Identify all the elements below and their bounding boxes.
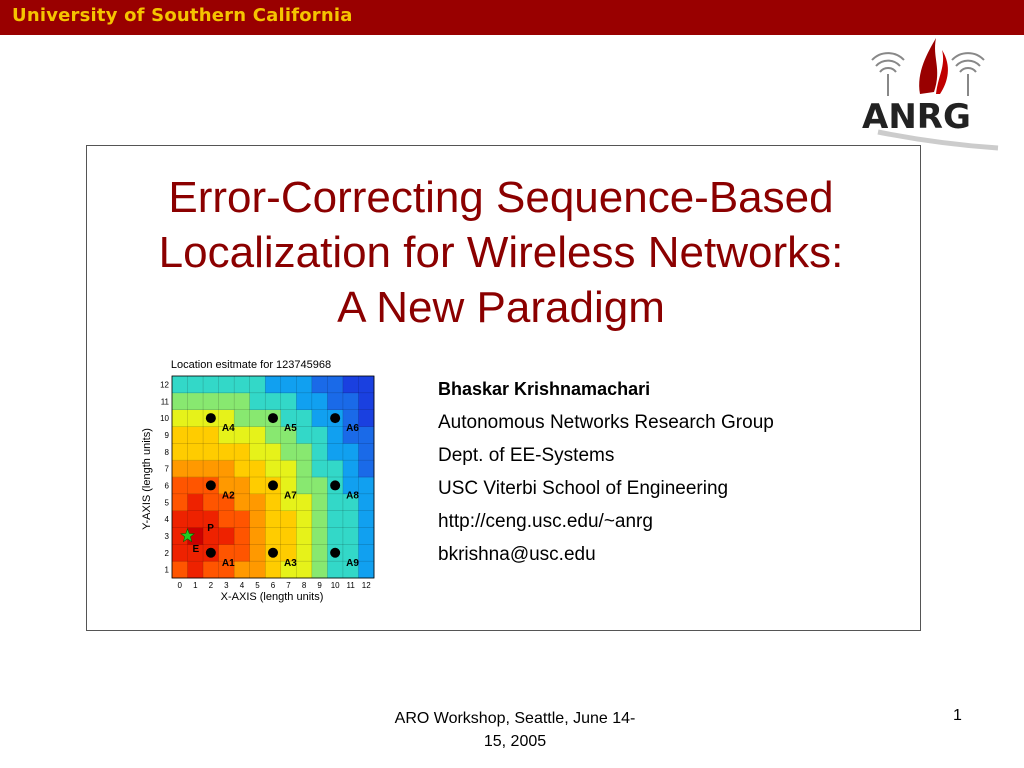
anchor-dot [206,413,216,423]
heatmap-cell [327,494,343,511]
heatmap-cell [203,460,219,477]
anchor-dot [206,480,216,490]
flame-icon [919,38,937,94]
heatmap-cell [358,561,374,578]
heatmap-cell [358,544,374,561]
heatmap-cell [219,443,235,460]
heatmap-cell [358,443,374,460]
heatmap-cell [250,376,266,393]
heatmap-cell [296,544,312,561]
heatmap-cell [358,511,374,528]
heatmap-cell [265,427,281,444]
heatmap-cell [188,561,204,578]
heatmap-cell [234,393,250,410]
heatmap-cell [296,511,312,528]
heatmap-cell [358,376,374,393]
heatmap-cell [343,393,359,410]
x-tick-label: 6 [270,581,276,590]
heatmap-cell [327,427,343,444]
heatmap-cell [219,528,235,545]
heatmap-cell [219,376,235,393]
heatmap-cell [234,376,250,393]
x-tick-label: 8 [301,581,307,590]
x-axis-ticks [178,581,372,590]
heatmap-cell [312,544,328,561]
logo-text: ANRG [862,97,971,137]
footer-line-2: 15, 2005 [483,733,547,750]
x-axis-label: X-AXIS (length units) [220,591,324,603]
anchor-label: A1 [221,557,235,569]
heatmap-cell [188,427,204,444]
heatmap-cell [188,410,204,427]
heatmap-cell [296,460,312,477]
heatmap-cell [203,494,219,511]
x-tick-label: 5 [255,581,260,590]
heatmap-cell [343,376,359,393]
y-tick-label: 7 [164,464,169,474]
y-tick-label: 4 [164,515,169,525]
school: USC Viterbi School of Engineering [438,478,729,499]
heatmap-cell [250,494,266,511]
x-tick-label: 9 [317,581,322,590]
heatmap-cell [172,410,188,427]
heatmap-cell [265,443,281,460]
heatmap-cell [265,528,281,545]
anchor-dot [268,413,278,423]
heatmap-cell [172,443,188,460]
y-tick-label: 3 [164,531,169,541]
anchor-dot [268,480,278,490]
anchor-label: A3 [284,557,297,569]
heatmap-cell [358,477,374,494]
heatmap-cell [234,410,250,427]
heatmap-cell [296,443,312,460]
y-tick-label: 5 [164,498,169,508]
heatmap-cell [312,460,328,477]
heatmap-cell [250,443,266,460]
heatmap-cell [281,511,297,528]
heatmap-cell [281,460,297,477]
heatmap-cell [327,511,343,528]
anchor-dot [330,548,340,558]
y-axis-ticks [160,380,169,574]
x-tick-label: 1 [193,581,198,590]
heatmap-cell [188,494,204,511]
heatmap-cell [172,494,188,511]
heatmap-cell [234,477,250,494]
website-link[interactable]: http://ceng.usc.edu/~anrg [438,511,653,532]
heatmap-cell [172,544,188,561]
heatmap-cell [234,443,250,460]
title-line-3: A New Paradigm [337,283,665,332]
y-tick-label: 9 [164,430,169,440]
heatmap-cell [327,460,343,477]
heatmap-cell [203,376,219,393]
anchor-label: A8 [346,490,359,502]
heatmap-cell [312,410,328,427]
heatmap-cell [296,528,312,545]
heatmap-cell [188,460,204,477]
page-number: 1 [953,707,962,724]
heatmap-cell [188,376,204,393]
heatmap-cell [296,376,312,393]
anchor-label: A5 [284,423,297,435]
heatmap-cell [265,511,281,528]
heatmap-cell [234,511,250,528]
heatmap-cell [358,393,374,410]
x-tick-label: 11 [346,581,355,590]
x-tick-label: 4 [239,581,245,590]
anchor-label: A7 [284,490,297,502]
y-tick-label: 11 [160,397,169,407]
heatmap-cell [203,427,219,444]
y-tick-label: 8 [164,447,169,457]
heatmap-cell [265,460,281,477]
heatmap-cell [234,494,250,511]
email-link[interactable]: bkrishna@usc.edu [438,544,596,565]
heatmap-cell [358,460,374,477]
university-banner [0,0,1024,35]
heatmap-cell [188,443,204,460]
heatmap-cell [172,427,188,444]
anchor-dot [268,548,278,558]
heatmap-cell [188,393,204,410]
heatmap-cell [203,443,219,460]
heatmap-cell [172,376,188,393]
x-tick-label: 7 [286,581,291,590]
heatmap-cell [312,427,328,444]
heatmap-cell [234,528,250,545]
heatmap-cell [250,460,266,477]
heatmap-cell [312,393,328,410]
heatmap-cell [172,511,188,528]
heatmap-cell [296,494,312,511]
anchor-dot [330,413,340,423]
title-line-2: Localization for Wireless Networks: [158,228,844,277]
heatmap-cell [358,494,374,511]
heatmap-cell [219,393,235,410]
title-line-1: Error-Correcting Sequence-Based [168,173,834,222]
heatmap-cell [250,561,266,578]
heatmap-cell [250,528,266,545]
heatmap-cell [281,393,297,410]
group-name: Autonomous Networks Research Group [438,412,774,433]
heatmap-cell [219,511,235,528]
heatmap-cell [250,427,266,444]
anrg-logo [858,32,1008,154]
heatmap-cell [234,427,250,444]
anchor-label: A2 [221,490,235,502]
heatmap-cell [250,511,266,528]
heatmap-cell [188,477,204,494]
y-tick-label: 12 [160,380,169,390]
heatmap-cell [219,460,235,477]
heatmap-cell [312,477,328,494]
heatmap-cell [358,427,374,444]
heatmap-cell [172,477,188,494]
x-tick-label: 12 [361,581,371,590]
heatmap-cell [358,410,374,427]
actual-label: E [192,543,200,555]
heatmap-cell [265,561,281,578]
heatmap-cell [343,511,359,528]
heatmap-cell [172,393,188,410]
heatmap-cell [358,528,374,545]
heatmap-cell [265,376,281,393]
anchor-label: A9 [346,557,359,569]
x-tick-label: 0 [177,581,182,590]
anchor-dot [206,548,216,558]
heatmap-cell [281,443,297,460]
chart-title: Location esitmate for 123745968 [170,359,332,371]
heatmap-cell [312,443,328,460]
heatmap-cell [250,410,266,427]
heatmap-cell [327,393,343,410]
slide-title [1,173,1001,333]
author-name: Bhaskar Krishnamachari [438,379,651,399]
heatmap-cell [281,376,297,393]
heatmap-cell [296,427,312,444]
heatmap-cell [312,561,328,578]
heatmap-cell [312,494,328,511]
heatmap-cell [327,443,343,460]
heatmap-cell [265,494,281,511]
heatmap-cell [203,393,219,410]
footer-event [355,707,675,753]
heatmap-cell [343,528,359,545]
x-tick-label: 2 [208,581,214,590]
heatmap-cell [312,528,328,545]
heatmap-cell [296,561,312,578]
department: Dept. of EE-Systems [438,445,615,466]
heatmap-cell [188,511,204,528]
estimate-label: P [207,522,214,534]
heatmap-cell [234,561,250,578]
x-tick-label: 3 [224,581,229,590]
x-tick-label: 10 [330,581,340,590]
localization-heatmap [130,350,390,610]
heatmap-cell [250,393,266,410]
anchor-dot [330,480,340,490]
y-tick-label: 1 [164,565,169,575]
heatmap-cell [343,443,359,460]
heatmap-cell [327,376,343,393]
y-tick-label: 10 [160,414,169,424]
heatmap-cell [250,544,266,561]
heatmap-cell [234,460,250,477]
heatmap-cell [312,376,328,393]
y-tick-label: 2 [164,548,169,558]
anchor-label: A4 [221,423,235,435]
heatmap-cell [234,544,250,561]
heatmap-cell [172,460,188,477]
heatmap-cell [250,477,266,494]
footer-line-1: ARO Workshop, Seattle, June 14- [394,710,636,727]
y-tick-label: 6 [164,481,169,491]
heatmap-cell [296,477,312,494]
heatmap-cell [296,393,312,410]
heatmap-cell [327,561,343,578]
author-info [438,373,774,571]
heatmap-cell [265,393,281,410]
university-name: University of Southern California [12,5,353,26]
heatmap-cell [327,528,343,545]
heatmap-cell [343,460,359,477]
heatmap-cell [312,511,328,528]
heatmap-cell [203,561,219,578]
anchor-label: A6 [346,423,359,435]
heatmap-cell [172,561,188,578]
y-axis-label: Y-AXIS (length units) [141,428,153,530]
heatmap-cell [281,528,297,545]
heatmap-cell [296,410,312,427]
